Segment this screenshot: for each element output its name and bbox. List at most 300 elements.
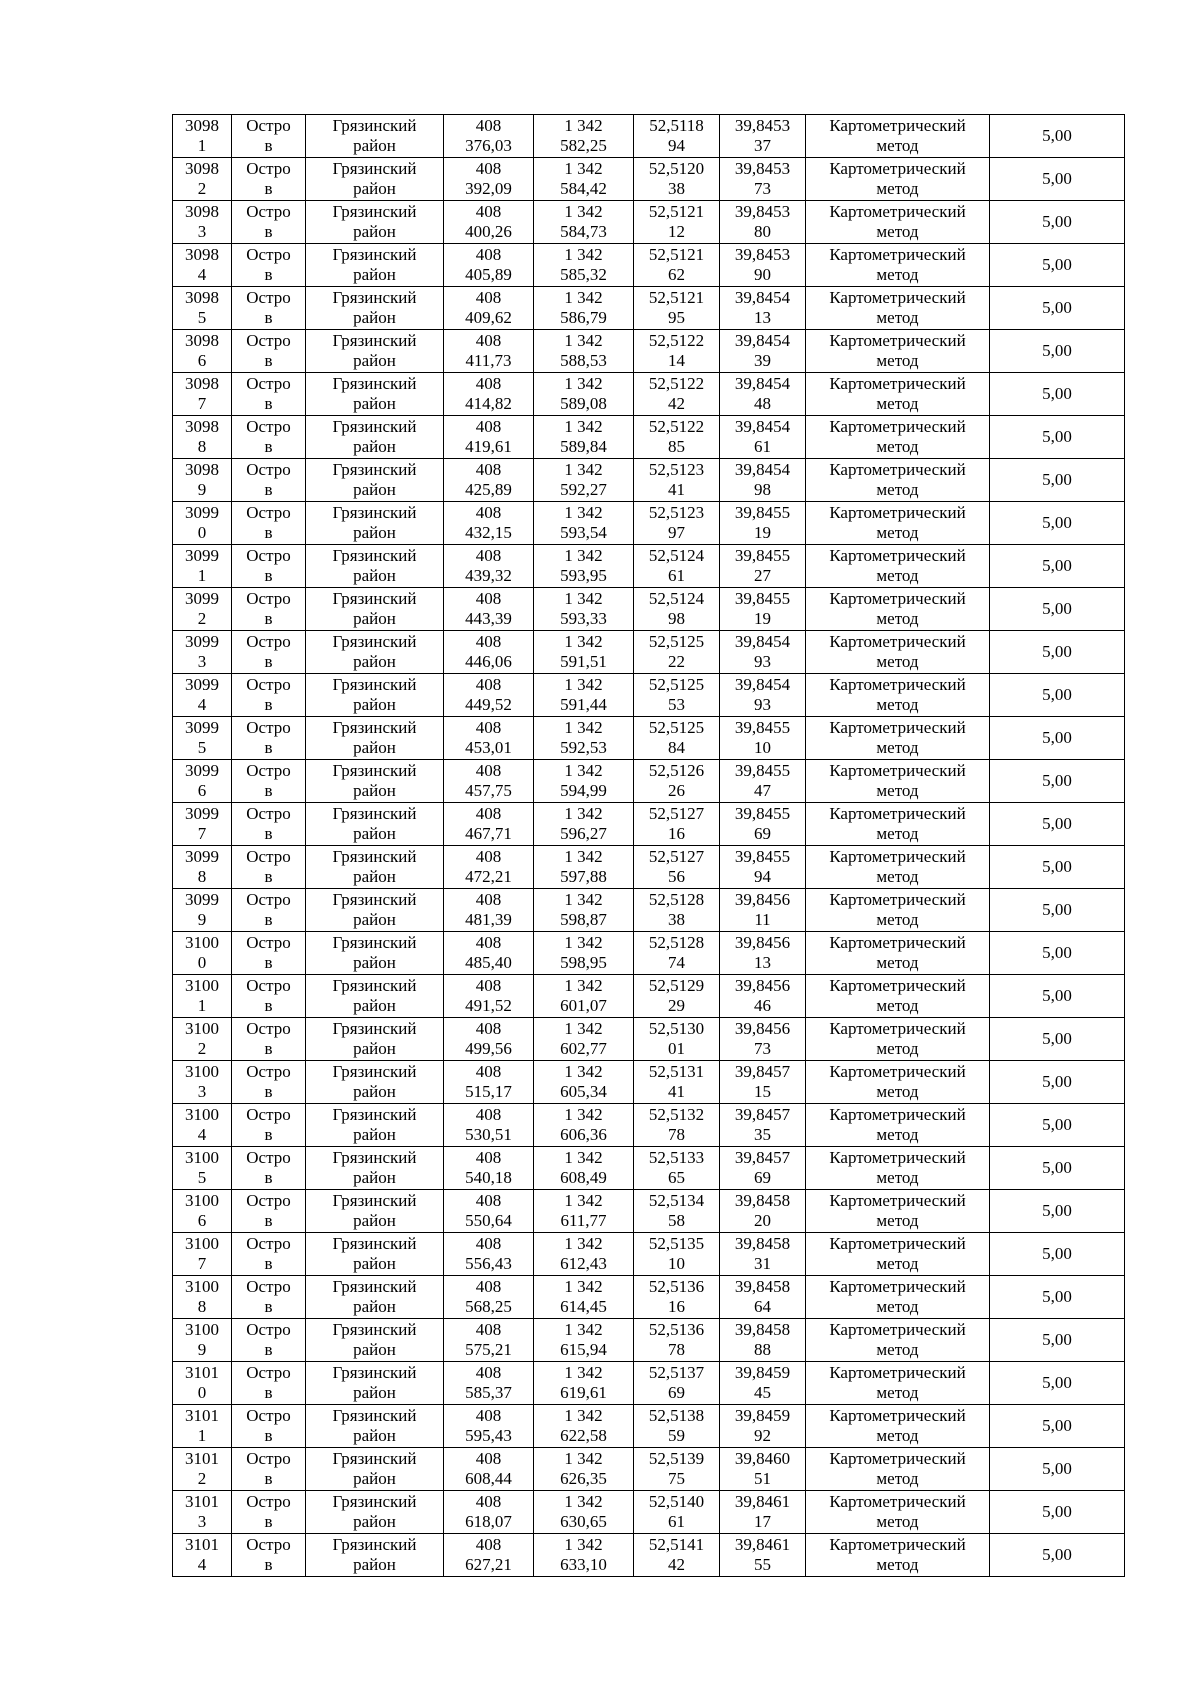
district-cell: Грязинский район <box>306 1491 444 1534</box>
accuracy-cell: 5,00 <box>990 1405 1125 1448</box>
coord-x-cell: 408 530,51 <box>444 1104 534 1147</box>
table-row <box>173 760 1125 803</box>
coord-y-cell: 1 342 584,73 <box>534 201 634 244</box>
district-cell: Грязинский район <box>306 502 444 545</box>
method-cell: Картометрический метод <box>806 545 990 588</box>
longitude-cell: 39,8453 73 <box>720 158 806 201</box>
latitude-cell: 52,5118 94 <box>634 115 720 158</box>
table-row <box>173 1534 1125 1577</box>
method-cell: Картометрический метод <box>806 1061 990 1104</box>
point-number-cell: 3100 0 <box>173 932 232 975</box>
point-number-cell: 3100 7 <box>173 1233 232 1276</box>
table-row <box>173 1061 1125 1104</box>
point-number-cell: 3098 1 <box>173 115 232 158</box>
coord-x-cell: 408 467,71 <box>444 803 534 846</box>
point-number-cell: 3099 4 <box>173 674 232 717</box>
longitude-cell: 39,8460 51 <box>720 1448 806 1491</box>
point-number-cell: 3101 3 <box>173 1491 232 1534</box>
latitude-cell: 52,5120 38 <box>634 158 720 201</box>
latitude-cell: 52,5125 84 <box>634 717 720 760</box>
point-number-cell: 3098 2 <box>173 158 232 201</box>
point-number-cell: 3101 2 <box>173 1448 232 1491</box>
accuracy-cell: 5,00 <box>990 1061 1125 1104</box>
longitude-cell: 39,8454 13 <box>720 287 806 330</box>
coord-x-cell: 408 409,62 <box>444 287 534 330</box>
district-cell: Грязинский район <box>306 373 444 416</box>
point-number-cell: 3101 1 <box>173 1405 232 1448</box>
coord-x-cell: 408 550,64 <box>444 1190 534 1233</box>
object-type-cell: Остро в <box>232 1061 306 1104</box>
coord-y-cell: 1 342 630,65 <box>534 1491 634 1534</box>
object-type-cell: Остро в <box>232 1233 306 1276</box>
object-type-cell: Остро в <box>232 1319 306 1362</box>
coord-x-cell: 408 414,82 <box>444 373 534 416</box>
latitude-cell: 52,5140 61 <box>634 1491 720 1534</box>
table-row <box>173 115 1125 158</box>
coord-x-cell: 408 608,44 <box>444 1448 534 1491</box>
district-cell: Грязинский район <box>306 201 444 244</box>
method-cell: Картометрический метод <box>806 588 990 631</box>
longitude-cell: 39,8456 13 <box>720 932 806 975</box>
coord-y-cell: 1 342 588,53 <box>534 330 634 373</box>
accuracy-cell: 5,00 <box>990 287 1125 330</box>
district-cell: Грязинский район <box>306 330 444 373</box>
coord-x-cell: 408 515,17 <box>444 1061 534 1104</box>
coord-y-cell: 1 342 605,34 <box>534 1061 634 1104</box>
longitude-cell: 39,8457 69 <box>720 1147 806 1190</box>
coord-x-cell: 408 595,43 <box>444 1405 534 1448</box>
latitude-cell: 52,5122 85 <box>634 416 720 459</box>
longitude-cell: 39,8456 46 <box>720 975 806 1018</box>
coord-x-cell: 408 540,18 <box>444 1147 534 1190</box>
district-cell: Грязинский район <box>306 1534 444 1577</box>
coord-x-cell: 408 425,89 <box>444 459 534 502</box>
object-type-cell: Остро в <box>232 674 306 717</box>
table-row <box>173 1319 1125 1362</box>
method-cell: Картометрический метод <box>806 158 990 201</box>
table-row <box>173 330 1125 373</box>
object-type-cell: Остро в <box>232 244 306 287</box>
coord-x-cell: 408 432,15 <box>444 502 534 545</box>
object-type-cell: Остро в <box>232 373 306 416</box>
table-row <box>173 1233 1125 1276</box>
coord-x-cell: 408 376,03 <box>444 115 534 158</box>
method-cell: Картометрический метод <box>806 1147 990 1190</box>
point-number-cell: 3099 2 <box>173 588 232 631</box>
object-type-cell: Остро в <box>232 158 306 201</box>
coord-y-cell: 1 342 586,79 <box>534 287 634 330</box>
method-cell: Картометрический метод <box>806 674 990 717</box>
accuracy-cell: 5,00 <box>990 1276 1125 1319</box>
table-row <box>173 416 1125 459</box>
object-type-cell: Остро в <box>232 717 306 760</box>
longitude-cell: 39,8459 92 <box>720 1405 806 1448</box>
method-cell: Картометрический метод <box>806 1276 990 1319</box>
coord-y-cell: 1 342 597,88 <box>534 846 634 889</box>
method-cell: Картометрический метод <box>806 502 990 545</box>
object-type-cell: Остро в <box>232 889 306 932</box>
object-type-cell: Остро в <box>232 760 306 803</box>
table-row <box>173 803 1125 846</box>
table-row <box>173 1491 1125 1534</box>
latitude-cell: 52,5123 97 <box>634 502 720 545</box>
coord-x-cell: 408 453,01 <box>444 717 534 760</box>
longitude-cell: 39,8454 93 <box>720 674 806 717</box>
table-row <box>173 1190 1125 1233</box>
accuracy-cell: 5,00 <box>990 674 1125 717</box>
accuracy-cell: 5,00 <box>990 1104 1125 1147</box>
accuracy-cell: 5,00 <box>990 760 1125 803</box>
district-cell: Грязинский район <box>306 545 444 588</box>
method-cell: Картометрический метод <box>806 459 990 502</box>
table-row <box>173 1276 1125 1319</box>
coord-x-cell: 408 439,32 <box>444 545 534 588</box>
method-cell: Картометрический метод <box>806 1448 990 1491</box>
object-type-cell: Остро в <box>232 1448 306 1491</box>
object-type-cell: Остро в <box>232 459 306 502</box>
latitude-cell: 52,5122 42 <box>634 373 720 416</box>
table-row <box>173 158 1125 201</box>
longitude-cell: 39,8461 55 <box>720 1534 806 1577</box>
longitude-cell: 39,8455 94 <box>720 846 806 889</box>
district-cell: Грязинский район <box>306 1448 444 1491</box>
district-cell: Грязинский район <box>306 588 444 631</box>
latitude-cell: 52,5125 53 <box>634 674 720 717</box>
method-cell: Картометрический метод <box>806 932 990 975</box>
accuracy-cell: 5,00 <box>990 416 1125 459</box>
method-cell: Картометрический метод <box>806 1405 990 1448</box>
longitude-cell: 39,8457 35 <box>720 1104 806 1147</box>
object-type-cell: Остро в <box>232 1362 306 1405</box>
accuracy-cell: 5,00 <box>990 115 1125 158</box>
accuracy-cell: 5,00 <box>990 1190 1125 1233</box>
point-number-cell: 3099 6 <box>173 760 232 803</box>
accuracy-cell: 5,00 <box>990 244 1125 287</box>
table-row <box>173 502 1125 545</box>
coordinates-table <box>172 114 1125 1577</box>
latitude-cell: 52,5129 29 <box>634 975 720 1018</box>
district-cell: Грязинский район <box>306 416 444 459</box>
accuracy-cell: 5,00 <box>990 631 1125 674</box>
district-cell: Грязинский район <box>306 1147 444 1190</box>
table-row <box>173 1362 1125 1405</box>
coord-y-cell: 1 342 614,45 <box>534 1276 634 1319</box>
district-cell: Грязинский район <box>306 287 444 330</box>
longitude-cell: 39,8458 31 <box>720 1233 806 1276</box>
method-cell: Картометрический метод <box>806 717 990 760</box>
method-cell: Картометрический метод <box>806 373 990 416</box>
point-number-cell: 3100 5 <box>173 1147 232 1190</box>
latitude-cell: 52,5131 41 <box>634 1061 720 1104</box>
district-cell: Грязинский район <box>306 1319 444 1362</box>
coord-y-cell: 1 342 589,08 <box>534 373 634 416</box>
object-type-cell: Остро в <box>232 502 306 545</box>
coord-y-cell: 1 342 619,61 <box>534 1362 634 1405</box>
coord-x-cell: 408 472,21 <box>444 846 534 889</box>
point-number-cell: 3100 4 <box>173 1104 232 1147</box>
object-type-cell: Остро в <box>232 330 306 373</box>
district-cell: Грязинский район <box>306 674 444 717</box>
latitude-cell: 52,5123 41 <box>634 459 720 502</box>
district-cell: Грязинский район <box>306 1233 444 1276</box>
latitude-cell: 52,5134 58 <box>634 1190 720 1233</box>
table-row <box>173 1018 1125 1061</box>
coord-y-cell: 1 342 598,87 <box>534 889 634 932</box>
accuracy-cell: 5,00 <box>990 1233 1125 1276</box>
point-number-cell: 3099 3 <box>173 631 232 674</box>
coord-y-cell: 1 342 626,35 <box>534 1448 634 1491</box>
accuracy-cell: 5,00 <box>990 201 1125 244</box>
longitude-cell: 39,8454 61 <box>720 416 806 459</box>
document-page <box>172 114 1124 1577</box>
table-row <box>173 932 1125 975</box>
object-type-cell: Остро в <box>232 1534 306 1577</box>
coord-x-cell: 408 575,21 <box>444 1319 534 1362</box>
accuracy-cell: 5,00 <box>990 975 1125 1018</box>
point-number-cell: 3099 7 <box>173 803 232 846</box>
latitude-cell: 52,5137 69 <box>634 1362 720 1405</box>
accuracy-cell: 5,00 <box>990 1448 1125 1491</box>
longitude-cell: 39,8458 20 <box>720 1190 806 1233</box>
object-type-cell: Остро в <box>232 1147 306 1190</box>
point-number-cell: 3098 9 <box>173 459 232 502</box>
point-number-cell: 3099 1 <box>173 545 232 588</box>
coord-x-cell: 408 481,39 <box>444 889 534 932</box>
coord-y-cell: 1 342 582,25 <box>534 115 634 158</box>
coord-y-cell: 1 342 592,27 <box>534 459 634 502</box>
longitude-cell: 39,8458 64 <box>720 1276 806 1319</box>
method-cell: Картометрический метод <box>806 975 990 1018</box>
district-cell: Грязинский район <box>306 1362 444 1405</box>
coord-x-cell: 408 449,52 <box>444 674 534 717</box>
district-cell: Грязинский район <box>306 115 444 158</box>
latitude-cell: 52,5121 12 <box>634 201 720 244</box>
coord-x-cell: 408 491,52 <box>444 975 534 1018</box>
accuracy-cell: 5,00 <box>990 1319 1125 1362</box>
latitude-cell: 52,5124 61 <box>634 545 720 588</box>
object-type-cell: Остро в <box>232 846 306 889</box>
latitude-cell: 52,5127 56 <box>634 846 720 889</box>
method-cell: Картометрический метод <box>806 1362 990 1405</box>
latitude-cell: 52,5135 10 <box>634 1233 720 1276</box>
coord-x-cell: 408 419,61 <box>444 416 534 459</box>
coord-y-cell: 1 342 612,43 <box>534 1233 634 1276</box>
point-number-cell: 3099 0 <box>173 502 232 545</box>
table-row <box>173 1147 1125 1190</box>
coord-y-cell: 1 342 589,84 <box>534 416 634 459</box>
accuracy-cell: 5,00 <box>990 1147 1125 1190</box>
district-cell: Грязинский район <box>306 717 444 760</box>
coord-x-cell: 408 499,56 <box>444 1018 534 1061</box>
latitude-cell: 52,5133 65 <box>634 1147 720 1190</box>
longitude-cell: 39,8455 19 <box>720 588 806 631</box>
table-row <box>173 545 1125 588</box>
longitude-cell: 39,8453 90 <box>720 244 806 287</box>
coord-y-cell: 1 342 606,36 <box>534 1104 634 1147</box>
table-row <box>173 373 1125 416</box>
district-cell: Грязинский район <box>306 1104 444 1147</box>
district-cell: Грязинский район <box>306 158 444 201</box>
point-number-cell: 3100 3 <box>173 1061 232 1104</box>
method-cell: Картометрический метод <box>806 889 990 932</box>
accuracy-cell: 5,00 <box>990 1491 1125 1534</box>
table-body <box>173 115 1125 1577</box>
coord-x-cell: 408 585,37 <box>444 1362 534 1405</box>
accuracy-cell: 5,00 <box>990 330 1125 373</box>
table-row <box>173 846 1125 889</box>
method-cell: Картометрический метод <box>806 330 990 373</box>
point-number-cell: 3100 8 <box>173 1276 232 1319</box>
longitude-cell: 39,8455 69 <box>720 803 806 846</box>
coord-x-cell: 408 443,39 <box>444 588 534 631</box>
district-cell: Грязинский район <box>306 1276 444 1319</box>
point-number-cell: 3101 0 <box>173 1362 232 1405</box>
accuracy-cell: 5,00 <box>990 1362 1125 1405</box>
longitude-cell: 39,8455 27 <box>720 545 806 588</box>
district-cell: Грязинский район <box>306 975 444 1018</box>
district-cell: Грязинский район <box>306 244 444 287</box>
latitude-cell: 52,5139 75 <box>634 1448 720 1491</box>
longitude-cell: 39,8459 45 <box>720 1362 806 1405</box>
object-type-cell: Остро в <box>232 201 306 244</box>
coord-y-cell: 1 342 585,32 <box>534 244 634 287</box>
latitude-cell: 52,5128 74 <box>634 932 720 975</box>
accuracy-cell: 5,00 <box>990 545 1125 588</box>
point-number-cell: 3098 8 <box>173 416 232 459</box>
point-number-cell: 3099 5 <box>173 717 232 760</box>
latitude-cell: 52,5136 16 <box>634 1276 720 1319</box>
method-cell: Картометрический метод <box>806 1491 990 1534</box>
table-row <box>173 1405 1125 1448</box>
longitude-cell: 39,8461 17 <box>720 1491 806 1534</box>
coord-x-cell: 408 618,07 <box>444 1491 534 1534</box>
table-row <box>173 201 1125 244</box>
coord-y-cell: 1 342 611,77 <box>534 1190 634 1233</box>
coord-x-cell: 408 568,25 <box>444 1276 534 1319</box>
district-cell: Грязинский район <box>306 459 444 502</box>
coord-y-cell: 1 342 593,54 <box>534 502 634 545</box>
latitude-cell: 52,5121 62 <box>634 244 720 287</box>
latitude-cell: 52,5124 98 <box>634 588 720 631</box>
coord-x-cell: 408 405,89 <box>444 244 534 287</box>
coord-y-cell: 1 342 598,95 <box>534 932 634 975</box>
object-type-cell: Остро в <box>232 1491 306 1534</box>
object-type-cell: Остро в <box>232 1104 306 1147</box>
coord-y-cell: 1 342 592,53 <box>534 717 634 760</box>
coord-x-cell: 408 392,09 <box>444 158 534 201</box>
object-type-cell: Остро в <box>232 545 306 588</box>
latitude-cell: 52,5130 01 <box>634 1018 720 1061</box>
object-type-cell: Остро в <box>232 631 306 674</box>
longitude-cell: 39,8455 47 <box>720 760 806 803</box>
point-number-cell: 3100 2 <box>173 1018 232 1061</box>
longitude-cell: 39,8454 39 <box>720 330 806 373</box>
object-type-cell: Остро в <box>232 1405 306 1448</box>
point-number-cell: 3101 4 <box>173 1534 232 1577</box>
latitude-cell: 52,5122 14 <box>634 330 720 373</box>
table-row <box>173 588 1125 631</box>
longitude-cell: 39,8458 88 <box>720 1319 806 1362</box>
accuracy-cell: 5,00 <box>990 158 1125 201</box>
object-type-cell: Остро в <box>232 975 306 1018</box>
table-row <box>173 631 1125 674</box>
table-row <box>173 1104 1125 1147</box>
longitude-cell: 39,8455 10 <box>720 717 806 760</box>
longitude-cell: 39,8455 19 <box>720 502 806 545</box>
coord-y-cell: 1 342 591,51 <box>534 631 634 674</box>
method-cell: Картометрический метод <box>806 846 990 889</box>
method-cell: Картометрический метод <box>806 1233 990 1276</box>
longitude-cell: 39,8454 48 <box>720 373 806 416</box>
latitude-cell: 52,5138 59 <box>634 1405 720 1448</box>
method-cell: Картометрический метод <box>806 803 990 846</box>
table-row <box>173 717 1125 760</box>
coord-x-cell: 408 400,26 <box>444 201 534 244</box>
method-cell: Картометрический метод <box>806 760 990 803</box>
coord-x-cell: 408 446,06 <box>444 631 534 674</box>
object-type-cell: Остро в <box>232 115 306 158</box>
accuracy-cell: 5,00 <box>990 803 1125 846</box>
method-cell: Картометрический метод <box>806 1018 990 1061</box>
point-number-cell: 3100 9 <box>173 1319 232 1362</box>
longitude-cell: 39,8457 15 <box>720 1061 806 1104</box>
district-cell: Грязинский район <box>306 1190 444 1233</box>
longitude-cell: 39,8456 73 <box>720 1018 806 1061</box>
point-number-cell: 3098 5 <box>173 287 232 330</box>
coord-y-cell: 1 342 593,95 <box>534 545 634 588</box>
latitude-cell: 52,5136 78 <box>634 1319 720 1362</box>
coord-x-cell: 408 485,40 <box>444 932 534 975</box>
longitude-cell: 39,8456 11 <box>720 889 806 932</box>
district-cell: Грязинский район <box>306 846 444 889</box>
longitude-cell: 39,8454 98 <box>720 459 806 502</box>
method-cell: Картометрический метод <box>806 631 990 674</box>
table-row <box>173 287 1125 330</box>
object-type-cell: Остро в <box>232 287 306 330</box>
latitude-cell: 52,5127 16 <box>634 803 720 846</box>
object-type-cell: Остро в <box>232 588 306 631</box>
accuracy-cell: 5,00 <box>990 717 1125 760</box>
district-cell: Грязинский район <box>306 760 444 803</box>
point-number-cell: 3098 6 <box>173 330 232 373</box>
object-type-cell: Остро в <box>232 416 306 459</box>
point-number-cell: 3098 7 <box>173 373 232 416</box>
method-cell: Картометрический метод <box>806 1534 990 1577</box>
district-cell: Грязинский район <box>306 1405 444 1448</box>
coord-x-cell: 408 457,75 <box>444 760 534 803</box>
table-row <box>173 244 1125 287</box>
district-cell: Грязинский район <box>306 889 444 932</box>
latitude-cell: 52,5141 42 <box>634 1534 720 1577</box>
method-cell: Картометрический метод <box>806 416 990 459</box>
table-row <box>173 975 1125 1018</box>
accuracy-cell: 5,00 <box>990 373 1125 416</box>
district-cell: Грязинский район <box>306 1018 444 1061</box>
point-number-cell: 3098 4 <box>173 244 232 287</box>
point-number-cell: 3099 9 <box>173 889 232 932</box>
coord-y-cell: 1 342 608,49 <box>534 1147 634 1190</box>
coord-y-cell: 1 342 591,44 <box>534 674 634 717</box>
method-cell: Картометрический метод <box>806 244 990 287</box>
point-number-cell: 3100 6 <box>173 1190 232 1233</box>
longitude-cell: 39,8453 80 <box>720 201 806 244</box>
object-type-cell: Остро в <box>232 1190 306 1233</box>
method-cell: Картометрический метод <box>806 1190 990 1233</box>
point-number-cell: 3098 3 <box>173 201 232 244</box>
coord-x-cell: 408 411,73 <box>444 330 534 373</box>
latitude-cell: 52,5126 26 <box>634 760 720 803</box>
object-type-cell: Остро в <box>232 1276 306 1319</box>
